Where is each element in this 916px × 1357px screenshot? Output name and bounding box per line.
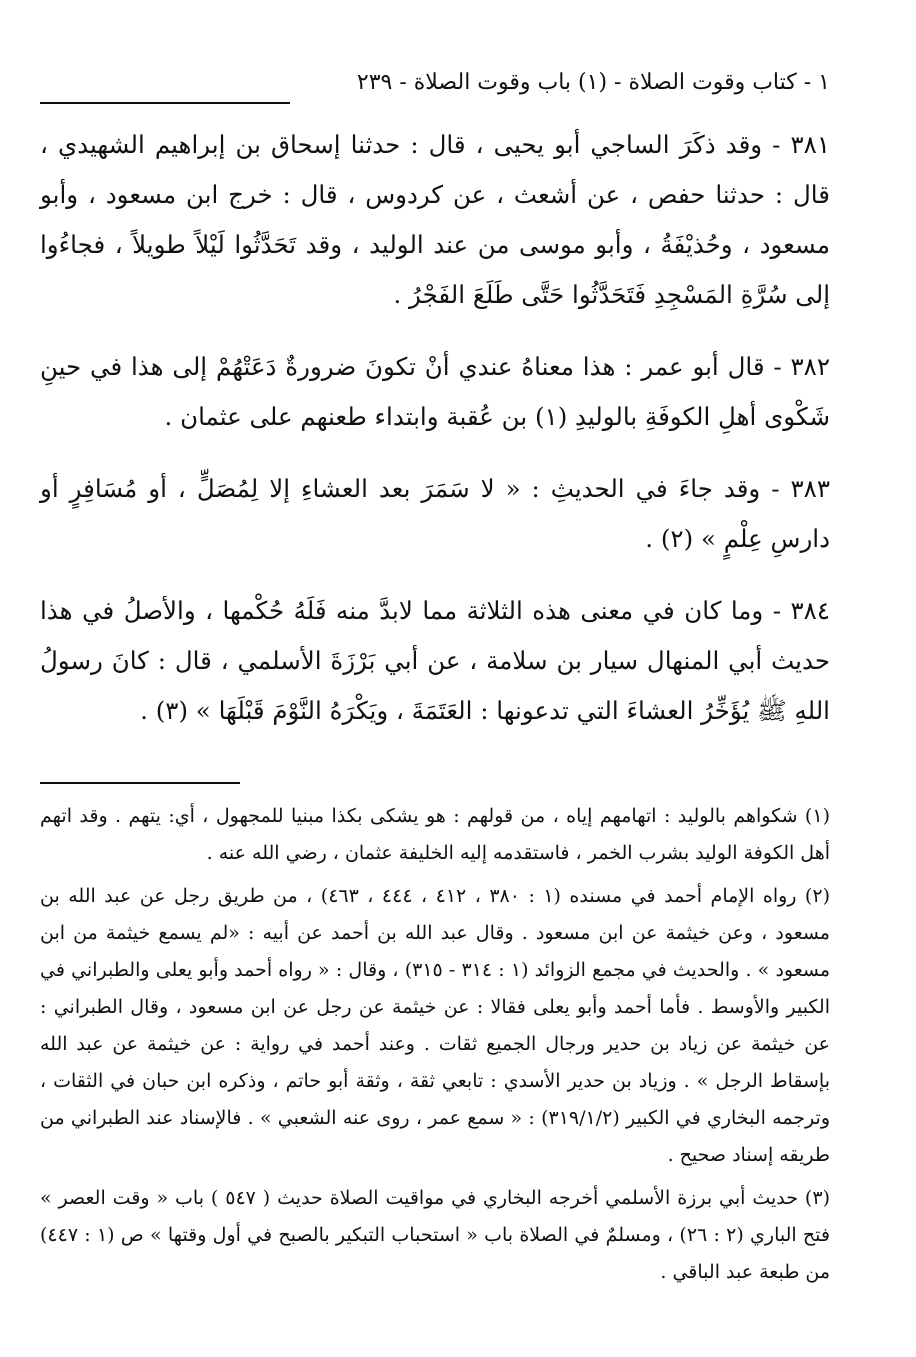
footnotes (40, 798, 830, 1291)
footnote-separator (40, 782, 240, 784)
footnote-2: (٢) رواه الإمام أحمد في مسنده (١ : ٣٨٠ ، ٤١٢ ، ٤٤٤ ، ٤٦٣) ، من طريق رجل عن عبد الله بن مسعود ، وعن خيثمة عن ابن مسعود . وقال عبد الله بن أحمد عن أبيه : «لم يسمع خيثمة من ابن مسعود » . والحديث في مجمع الزوائد (١ : ٣١٤ - ٣١٥) ، وقال : « رواه أحمد وأبو يعلى والطبراني في الكبير والأوسط . فأما أحمد وأبو يعلى فقالا : عن خيثمة عن رجل عن ابن مسعود ، وقال الطبراني : عن خيثمة عن زياد بن حدير ورجال الجميع ثقات . وعند أحمد في رواية : عن خيثمة عن عبد الله بإسقاط الرجل » . وزياد بن حدير الأسدي : تابعي ثقة ، وثقة أبو حاتم ، وذكره ابن حبان في الثقات ، وترجمه البخاري في الكبير (٣١٩/١/٢) : « سمع عمر ، روى عنه الشعبي » . فالإسناد عند الطبراني من طريقه إسناد صحيح . (40, 885, 831, 1166)
paragraph-381: ٣٨١ - وقد ذكَرَ الساجي أبو يحيى ، قال : حدثنا إسحاق بن إبراهيم الشهيدي ، قال : حدثنا حفص ، عن أشعث ، عن كردوس ، قال : خرج ابن مسعود ، وأبو مسعود ، وحُذيْفَةُ ، وأبو موسى من عند الوليد ، وقد تَحَدَّثُوا لَيْلاً طويلاً ، فجاءُوا إلى سُرَّةِ المَسْجِدِ فَتَحَدَّثُوا حَتَّى طَلَعَ الفَجْرُ . (40, 130, 830, 309)
running-header (40, 60, 830, 106)
paragraph-384: ٣٨٤ - وما كان في معنى هذه الثلاثة مما لابدَّ منه فَلَهُ حُكْمها ، والأصلُ في هذا حديث أبي المنهال سيار بن سلامة ، عن أبي بَرْزَةَ الأسلمي ، قال : كانَ رسولُ اللهِ ﷺ يُؤَخِّرُ العشاءَ التي تدعونها : العَتَمَةَ ، ويَكْرَهُ النَّوْمَ قَبْلَهَا » (٣) . (40, 596, 830, 725)
header-rule (40, 102, 290, 104)
footnote-3: (٣) حديث أبي برزة الأسلمي أخرجه البخاري في مواقيت الصلاة حديث ( ٥٤٧ ) باب « وقت العصر » فتح الباري (٢ : ٢٦) ، ومسلمٌ في الصلاة باب « استحباب التبكير بالصبح في أول وقتها » ص (١ : ٤٤٧) من طبعة عبد الباقي . (40, 1187, 830, 1283)
running-title: ١ - كتاب وقوت الصلاة - (١) باب وقوت الصلاة - ٢٣٩ (356, 70, 830, 95)
main-text (40, 120, 830, 736)
book-page (40, 60, 830, 1320)
footnote-1: (١) شكواهم بالوليد : اتهامهم إياه ، من قولهم : هو يشكى بكذا مبنيا للمجهول ، أي: يتهم . وقد اتهم أهل الكوفة الوليد بشرب الخمر ، فاستقدمه إليه الخليفة عثمان ، رضي الله عنه . (40, 805, 830, 864)
paragraph-383: ٣٨٣ - وقد جاءَ في الحديثِ : « لا سَمَرَ بعد العشاءِ إلا لِمُصَلٍّ ، أو مُسَافِرٍ أو دارسِ عِلْمٍ » (٢) . (40, 474, 830, 553)
paragraph-382: ٣٨٢ - قال أبو عمر : هذا معناهُ عندي أنْ تكونَ ضرورةٌ دَعَتْهُمْ إلى هذا في حينِ شَكْوى أهلِ الكوفَةِ بالوليدِ (١) بن عُقبة وابتداء طعنهم على عثمان . (40, 352, 830, 431)
